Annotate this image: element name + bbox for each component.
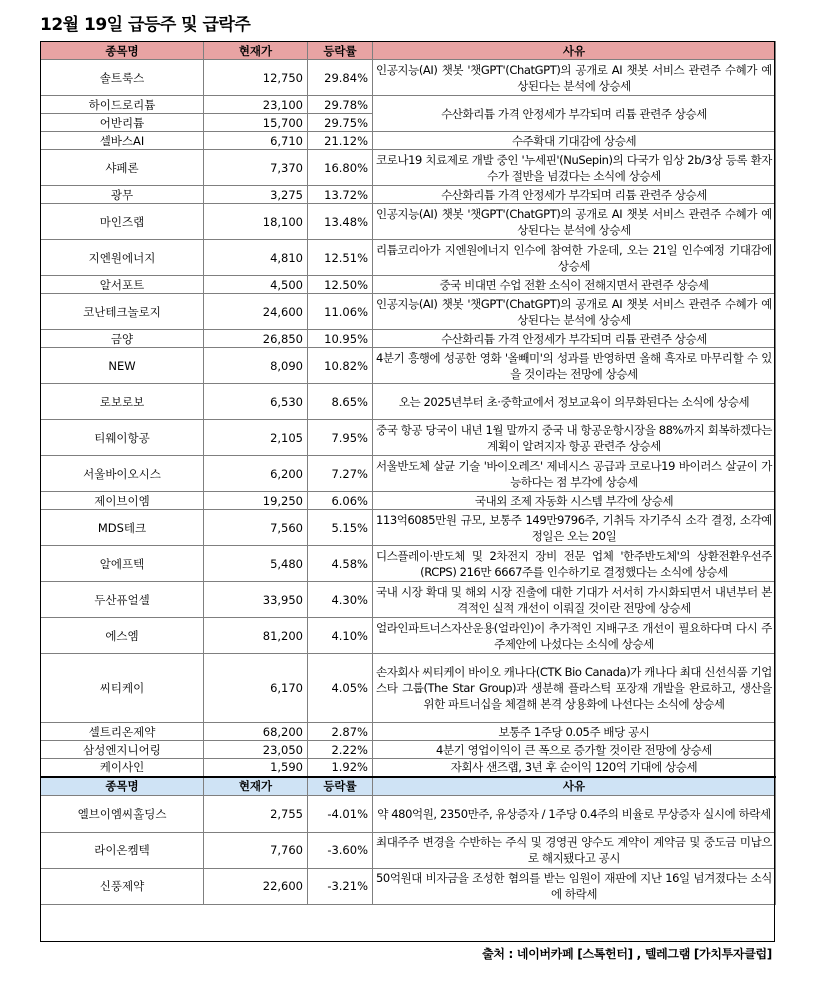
stock-name: 광무: [41, 186, 204, 204]
reason-text: 오는 2025년부터 초·중학교에서 정보교육이 의무화된다는 소식에 상승세: [373, 384, 776, 420]
stock-name: 마인즈랩: [41, 204, 204, 240]
falling-row: [41, 832, 776, 868]
rising-row: [41, 132, 776, 150]
stock-name: 금양: [41, 330, 204, 348]
rising-row: [41, 348, 776, 384]
source-note: 출처 : 네이버카페 [스톡헌터] , 텔레그램 [가치투자클럽]: [482, 947, 772, 961]
rising-row: [41, 618, 776, 654]
current-price: 7,560: [204, 510, 308, 546]
stock-name: 케이사인: [41, 759, 204, 777]
rising-row: [41, 510, 776, 546]
falling-row: [41, 795, 776, 832]
reason-text: 50억원대 비자금을 조성한 혐의를 받는 임원이 재판에 지난 16일 넘겨졌다는 소식에 하락세: [373, 868, 776, 904]
reason-text: 국내 시장 확대 및 해외 시장 진출에 대한 기대가 서서히 가시화되면서 내년부터 본격적인 실적 개선이 이뤄질 것이란 전망에 상승세: [373, 582, 776, 618]
header-change: 등락률: [308, 777, 373, 796]
reason-text: 수산화리튬 가격 안정세가 부각되며 리튬 관련주 상승세: [373, 96, 776, 132]
reason-text: 약 480억원, 2350만주, 유상증자 / 1주당 0.4주의 비율로 무상증자 실시에 하락세: [373, 795, 776, 832]
rising-row: [41, 420, 776, 456]
change-rate: 7.27%: [308, 456, 373, 492]
current-price: 22,600: [204, 868, 308, 904]
reason-text: 중국 항공 당국이 내년 1월 말까지 중국 내 항공운항시장을 88%까지 회복하겠다는 계획이 알려지자 항공 관련주 상승세: [373, 420, 776, 456]
change-rate: 4.58%: [308, 546, 373, 582]
rising-row: [41, 456, 776, 492]
current-price: 23,050: [204, 741, 308, 759]
rising-row: [41, 330, 776, 348]
rising-row: [41, 741, 776, 759]
current-price: 5,480: [204, 546, 308, 582]
change-rate: 2.87%: [308, 723, 373, 741]
current-price: 6,530: [204, 384, 308, 420]
header-price: 현재가: [204, 777, 308, 796]
change-rate: -3.60%: [308, 832, 373, 868]
change-rate: 10.82%: [308, 348, 373, 384]
reason-text: 4분기 영업이익이 큰 폭으로 증가할 것이란 전망에 상승세: [373, 741, 776, 759]
change-rate: 29.84%: [308, 60, 373, 96]
stock-name: 라이온켐텍: [41, 832, 204, 868]
change-rate: 4.05%: [308, 654, 373, 723]
change-rate: 21.12%: [308, 132, 373, 150]
stock-table: [40, 41, 776, 905]
stock-name: 어반리튬: [41, 114, 204, 132]
change-rate: 6.06%: [308, 492, 373, 510]
rising-row: [41, 546, 776, 582]
change-rate: 4.10%: [308, 618, 373, 654]
change-rate: 13.48%: [308, 204, 373, 240]
stock-name: 알서포트: [41, 276, 204, 294]
reason-text: 인공지능(AI) 챗봇 '챗GPT'(ChatGPT)의 공개로 AI 챗봇 서비스 관련주 수혜가 예상된다는 분석에 상승세: [373, 204, 776, 240]
change-rate: 29.75%: [308, 114, 373, 132]
stock-name: 두산퓨얼셀: [41, 582, 204, 618]
stock-name: 지엔원에너지: [41, 240, 204, 276]
stock-name: 에스엠: [41, 618, 204, 654]
stock-name: 셀트리온제약: [41, 723, 204, 741]
stock-name: 샤페론: [41, 150, 204, 186]
change-rate: 1.92%: [308, 759, 373, 777]
stock-name: 제이브이엠: [41, 492, 204, 510]
reason-text: 서울반도체 살균 기술 '바이오레즈' 제네시스 공급과 코로나19 바이러스 살균이 가능하다는 점 부각에 상승세: [373, 456, 776, 492]
rising-row: [41, 60, 776, 96]
rising-row: [41, 150, 776, 186]
reason-text: 수산화리튬 가격 안정세가 부각되며 리튬 관련주 상승세: [373, 330, 776, 348]
rising-row: [41, 186, 776, 204]
rising-row: [41, 723, 776, 741]
stock-name: 로보로보: [41, 384, 204, 420]
stock-name: 신풍제약: [41, 868, 204, 904]
stock-name: 솔트룩스: [41, 60, 204, 96]
stock-name: 하이드로리튬: [41, 96, 204, 114]
change-rate: -3.21%: [308, 868, 373, 904]
current-price: 7,370: [204, 150, 308, 186]
rising-row: [41, 582, 776, 618]
reason-text: 리튬코리아가 지엔원에너지 인수에 참여한 가운데, 오는 21일 인수예정 기대감에 상승세: [373, 240, 776, 276]
current-price: 6,200: [204, 456, 308, 492]
header-name: 종목명: [41, 777, 204, 796]
reason-text: 자회사 샌즈랩, 3년 후 순이익 120억 기대에 상승세: [373, 759, 776, 777]
header-reason: 사유: [373, 42, 776, 60]
rising-row: [41, 759, 776, 777]
reason-text: 보통주 1주당 0.05주 배당 공시: [373, 723, 776, 741]
reason-text: 최대주주 변경을 수반하는 주식 및 경영권 양수도 계약이 계약금 및 중도금 미납으로 해지됐다고 공시: [373, 832, 776, 868]
current-price: 81,200: [204, 618, 308, 654]
current-price: 24,600: [204, 294, 308, 330]
stock-name: 삼성엔지니어링: [41, 741, 204, 759]
reason-text: 디스플레이·반도체 및 2차전지 장비 전문 업체 '한주반도체'의 상환전환우선주(RCPS) 216만 6667주를 인수하기로 결정했다는 소식에 상승세: [373, 546, 776, 582]
page-title: 12월 19일 급등주 및 급락주: [40, 15, 251, 35]
change-rate: 12.50%: [308, 276, 373, 294]
current-price: 6,170: [204, 654, 308, 723]
reason-text: 113억6085만원 규모, 보통주 149만9796주, 기취득 자기주식 소각 결정, 소각예정일은 오는 20일: [373, 510, 776, 546]
current-price: 2,755: [204, 795, 308, 832]
current-price: 12,750: [204, 60, 308, 96]
current-price: 7,760: [204, 832, 308, 868]
rising-row: [41, 276, 776, 294]
stock-name: 티웨이항공: [41, 420, 204, 456]
rising-row: [41, 240, 776, 276]
reason-text: 수산화리튬 가격 안정세가 부각되며 리튬 관련주 상승세: [373, 186, 776, 204]
change-rate: 2.22%: [308, 741, 373, 759]
reason-text: 수주확대 기대감에 상승세: [373, 132, 776, 150]
change-rate: 8.65%: [308, 384, 373, 420]
current-price: 23,100: [204, 96, 308, 114]
current-price: 8,090: [204, 348, 308, 384]
rising-row: [41, 654, 776, 723]
stock-name: 코난테크놀로지: [41, 294, 204, 330]
reason-text: 인공지능(AI) 챗봇 '챗GPT'(ChatGPT)의 공개로 AI 챗봇 서비스 관련주 수혜가 예상된다는 분석에 상승세: [373, 294, 776, 330]
rising-row: [41, 204, 776, 240]
reason-text: 얼라인파트너스자산운용(얼라인)이 추가적인 지배구조 개선이 필요하다며 다시 주주제안에 나섰다는 소식에 상승세: [373, 618, 776, 654]
current-price: 2,105: [204, 420, 308, 456]
change-rate: 13.72%: [308, 186, 373, 204]
current-price: 19,250: [204, 492, 308, 510]
stock-name: 서울바이오시스: [41, 456, 204, 492]
reason-text: 코로나19 치료제로 개발 중인 '누세핀'(NuSepin)의 다국가 임상 2b/3상 등록 환자수가 절반을 넘겼다는 소식에 상승세: [373, 150, 776, 186]
current-price: 4,810: [204, 240, 308, 276]
current-price: 33,950: [204, 582, 308, 618]
reason-text: 인공지능(AI) 챗봇 '챗GPT'(ChatGPT)의 공개로 AI 챗봇 서비스 관련주 수혜가 예상된다는 분석에 상승세: [373, 60, 776, 96]
change-rate: 16.80%: [308, 150, 373, 186]
current-price: 1,590: [204, 759, 308, 777]
current-price: 15,700: [204, 114, 308, 132]
falling-row: [41, 868, 776, 904]
stock-name: 씨티케이: [41, 654, 204, 723]
change-rate: 5.15%: [308, 510, 373, 546]
change-rate: 7.95%: [308, 420, 373, 456]
rising-header-row: [41, 42, 776, 60]
stock-name: 알에프텍: [41, 546, 204, 582]
reason-text: 국내외 조제 자동화 시스템 부각에 상승세: [373, 492, 776, 510]
reason-text: 손자회사 씨티케이 바이오 캐나다(CTK Bio Canada)가 캐나다 최대 신선식품 기업 스타 그룹(The Star Group)과 생분해 플라스틱 포장재 개발을 완료하고, 생산을 위한 파트너십을 체결해 본격 상용화에 나선다는 소식에 상승세: [373, 654, 776, 723]
stock-name: MDS테크: [41, 510, 204, 546]
stock-name: NEW: [41, 348, 204, 384]
current-price: 68,200: [204, 723, 308, 741]
stock-name: 셀바스AI: [41, 132, 204, 150]
header-price: 현재가: [204, 42, 308, 60]
rising-row: [41, 294, 776, 330]
rising-row: [41, 492, 776, 510]
change-rate: -4.01%: [308, 795, 373, 832]
current-price: 6,710: [204, 132, 308, 150]
change-rate: 29.78%: [308, 96, 373, 114]
change-rate: 4.30%: [308, 582, 373, 618]
rising-row: [41, 96, 776, 114]
header-reason: 사유: [373, 777, 776, 796]
change-rate: 11.06%: [308, 294, 373, 330]
change-rate: 12.51%: [308, 240, 373, 276]
current-price: 3,275: [204, 186, 308, 204]
stock-name: 엘브이엠씨홀딩스: [41, 795, 204, 832]
header-change: 등락률: [308, 42, 373, 60]
header-name: 종목명: [41, 42, 204, 60]
reason-text: 4분기 흥행에 성공한 영화 '올빼미'의 성과를 반영하면 올해 흑자로 마무리할 수 있을 것이라는 전망에 상승세: [373, 348, 776, 384]
change-rate: 10.95%: [308, 330, 373, 348]
current-price: 18,100: [204, 204, 308, 240]
rising-row: [41, 384, 776, 420]
current-price: 26,850: [204, 330, 308, 348]
reason-text: 중국 비대면 수업 전환 소식이 전해지면서 관련주 상승세: [373, 276, 776, 294]
current-price: 4,500: [204, 276, 308, 294]
falling-header-row: [41, 777, 776, 796]
